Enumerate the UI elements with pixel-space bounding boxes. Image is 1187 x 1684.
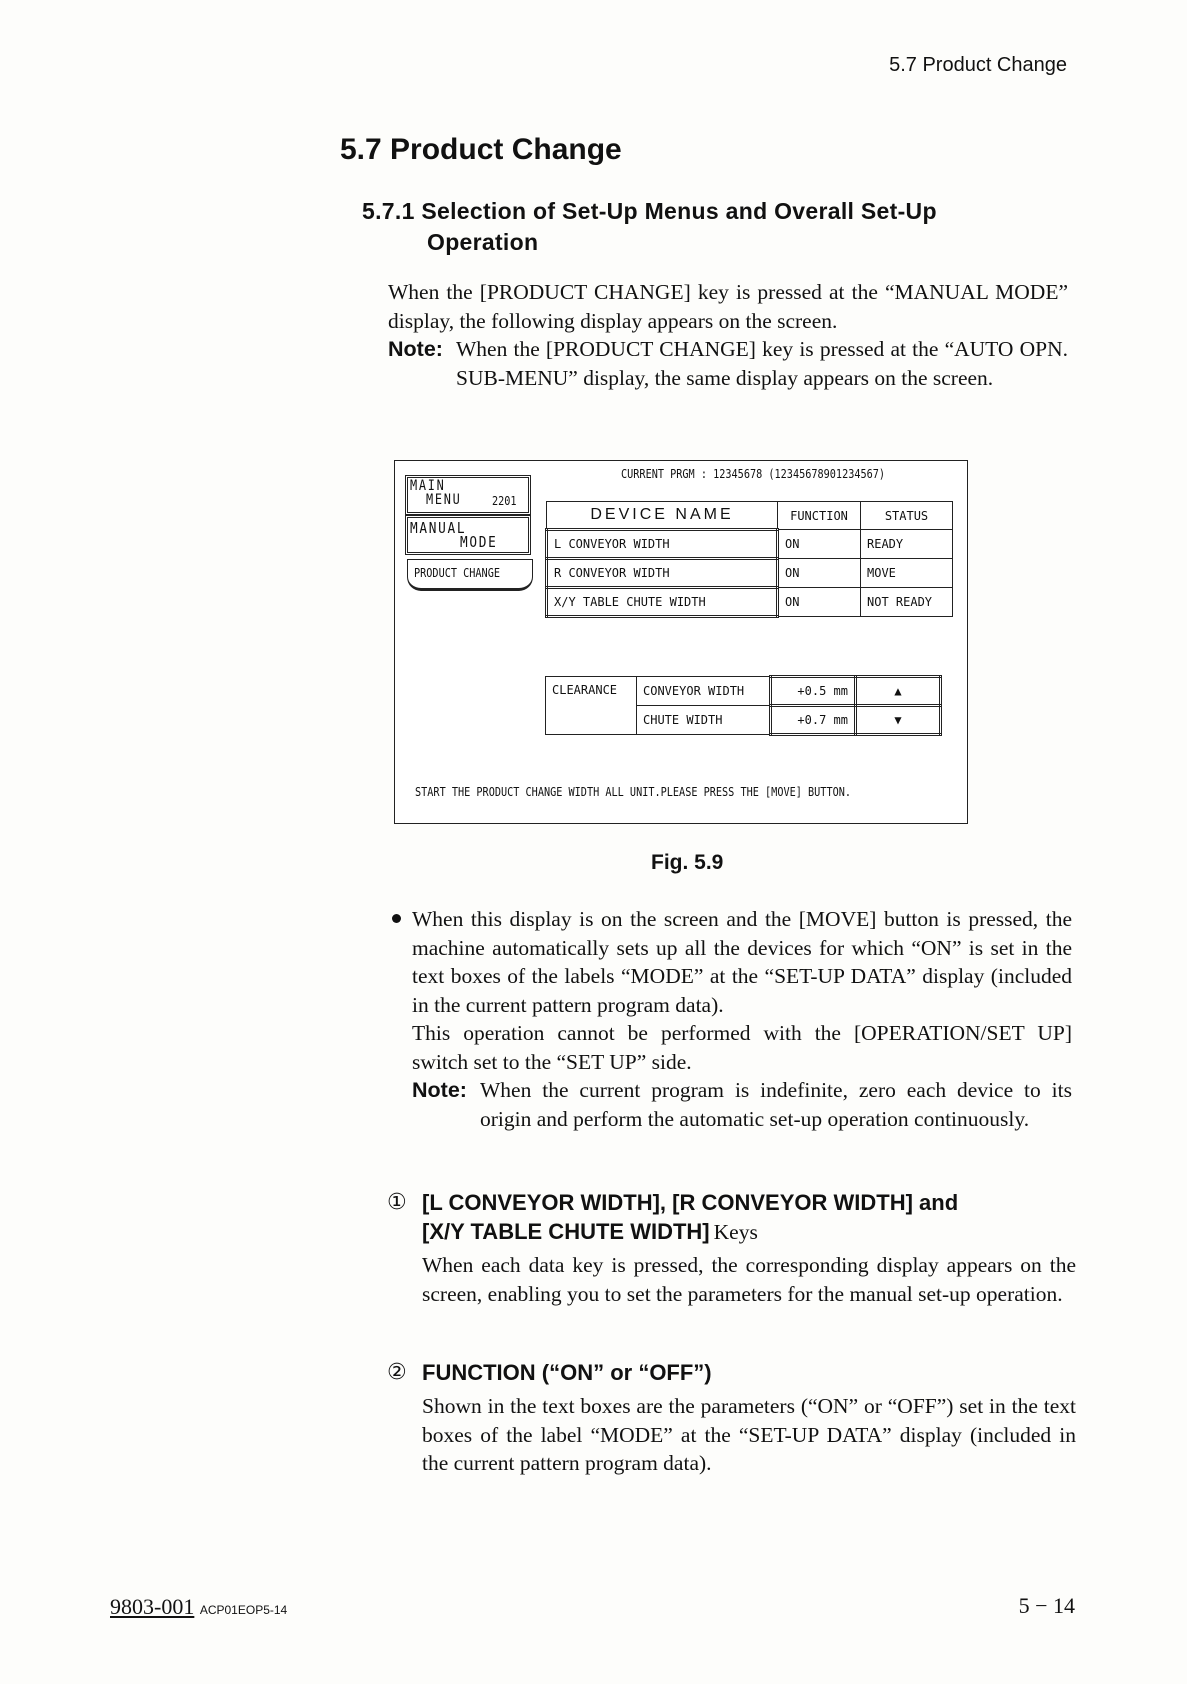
manual-mode-button[interactable]: MANUAL MODE: [405, 515, 531, 555]
bullet-paragraph-2: This operation cannot be performed with the [OPERATION/SET UP] switch set to the “SET UP” side.: [412, 1021, 1072, 1074]
clearance-label: CLEARANCE: [546, 677, 637, 735]
item-2-heading: FUNCTION (“ON” or “OFF”): [422, 1360, 712, 1385]
section-title: 5.7 Product Change: [340, 133, 622, 166]
status-cell: NOT READY: [861, 588, 953, 617]
function-cell: ON: [778, 530, 861, 559]
down-arrow-button[interactable]: ▼: [856, 706, 941, 735]
xy-table-chute-width-key[interactable]: X/Y TABLE CHUTE WIDTH: [547, 588, 778, 617]
chute-width-value[interactable]: +0.7 mm: [771, 706, 856, 735]
device-table: [545, 501, 953, 618]
clearance-panel: [545, 675, 942, 736]
bullet-paragraph-1: When this display is on the screen and the [MOVE] button is pressed, the machine automatically sets up all the devices for which “ON” is set in the text boxes of the labels “MODE” at the “SET-UP DATA” display (included in the current pattern program data).: [412, 907, 1072, 1017]
item-1-marker: ①: [387, 1190, 407, 1215]
bullet-note-label: Note:: [412, 1078, 467, 1102]
conveyor-width-value[interactable]: +0.5 mm: [771, 677, 856, 706]
current-program-readout: CURRENT PRGM : 12345678 (12345678901234567): [621, 467, 886, 481]
footer-doc-code: ACP01EOP5-14: [199, 1603, 288, 1617]
running-head: 5.7 Product Change: [889, 54, 1067, 76]
footer-page-number: 5 − 14: [1018, 1593, 1075, 1618]
r-conveyor-width-key[interactable]: R CONVEYOR WIDTH: [547, 559, 778, 588]
footer-doc-number: 9803-001: [110, 1594, 195, 1619]
status-cell: READY: [861, 530, 953, 559]
screen-message: START THE PRODUCT CHANGE WIDTH ALL UNIT.PLEASE PRESS THE [MOVE] BUTTON.: [415, 785, 852, 799]
item-2-marker: ②: [387, 1360, 407, 1385]
item-2-body: Shown in the text boxes are the parameters (“ON” or “OFF”) set in the text boxes of the label “MODE” at the “SET-UP DATA” display (included in the current pattern program data).: [422, 1394, 1076, 1475]
subsection-title-line2: Operation: [427, 229, 539, 255]
header-device-name: DEVICE NAME: [547, 502, 778, 530]
l-conveyor-width-key[interactable]: L CONVEYOR WIDTH: [547, 530, 778, 559]
bullet-icon: [392, 914, 401, 923]
table-row: [547, 530, 953, 559]
item-1-heading-line2-rest: Keys: [713, 1220, 758, 1244]
intro-note: [388, 335, 1068, 392]
subsection-number: 5.7.1: [362, 198, 415, 224]
status-cell: MOVE: [861, 559, 953, 588]
conveyor-width-label: CONVEYOR WIDTH: [637, 677, 771, 706]
intro-note-text: When the [PRODUCT CHANGE] key is pressed at the “AUTO OPN. SUB-MENU” display, the same display appears on the screen.: [456, 337, 1068, 390]
header-function: FUNCTION: [778, 502, 861, 530]
function-cell: ON: [778, 588, 861, 617]
table-row: [547, 559, 953, 588]
bullet-note: [412, 1076, 1072, 1133]
footer-doc-id: [110, 1594, 287, 1620]
chute-width-label: CHUTE WIDTH: [637, 706, 771, 735]
figure-caption: Fig. 5.9: [651, 851, 724, 874]
function-cell: ON: [778, 559, 861, 588]
item-1-heading-line2-bold: [X/Y TABLE CHUTE WIDTH]: [422, 1219, 710, 1244]
subsection-title-line1: Selection of Set-Up Menus and Overall Set-Up: [421, 198, 937, 224]
item-1-body: When each data key is pressed, the corresponding display appears on the screen, enabling you to set the parameters for the manual set-up operation.: [422, 1253, 1076, 1306]
intro-paragraph: When the [PRODUCT CHANGE] key is pressed at the “MANUAL MODE” display, the following display appears on the screen.: [388, 280, 1068, 333]
product-change-button[interactable]: PRODUCT CHANGE: [407, 559, 533, 591]
device-table-header: [547, 502, 953, 530]
item-1-heading-line1: [L CONVEYOR WIDTH], [R CONVEYOR WIDTH] and: [422, 1190, 959, 1215]
main-menu-button[interactable]: MAIN MENU 2201: [405, 475, 531, 515]
subsection-title: [362, 196, 937, 258]
item-1-heading: [422, 1190, 1082, 1247]
up-arrow-button[interactable]: ▲: [856, 677, 941, 706]
bullet-note-text: When the current program is indefinite, zero each device to its origin and perform the automatic set-up operation continuously.: [480, 1078, 1072, 1131]
table-row: [547, 588, 953, 617]
header-status: STATUS: [861, 502, 953, 530]
product-change-screen: [394, 460, 968, 824]
intro-note-label: Note:: [388, 337, 443, 361]
